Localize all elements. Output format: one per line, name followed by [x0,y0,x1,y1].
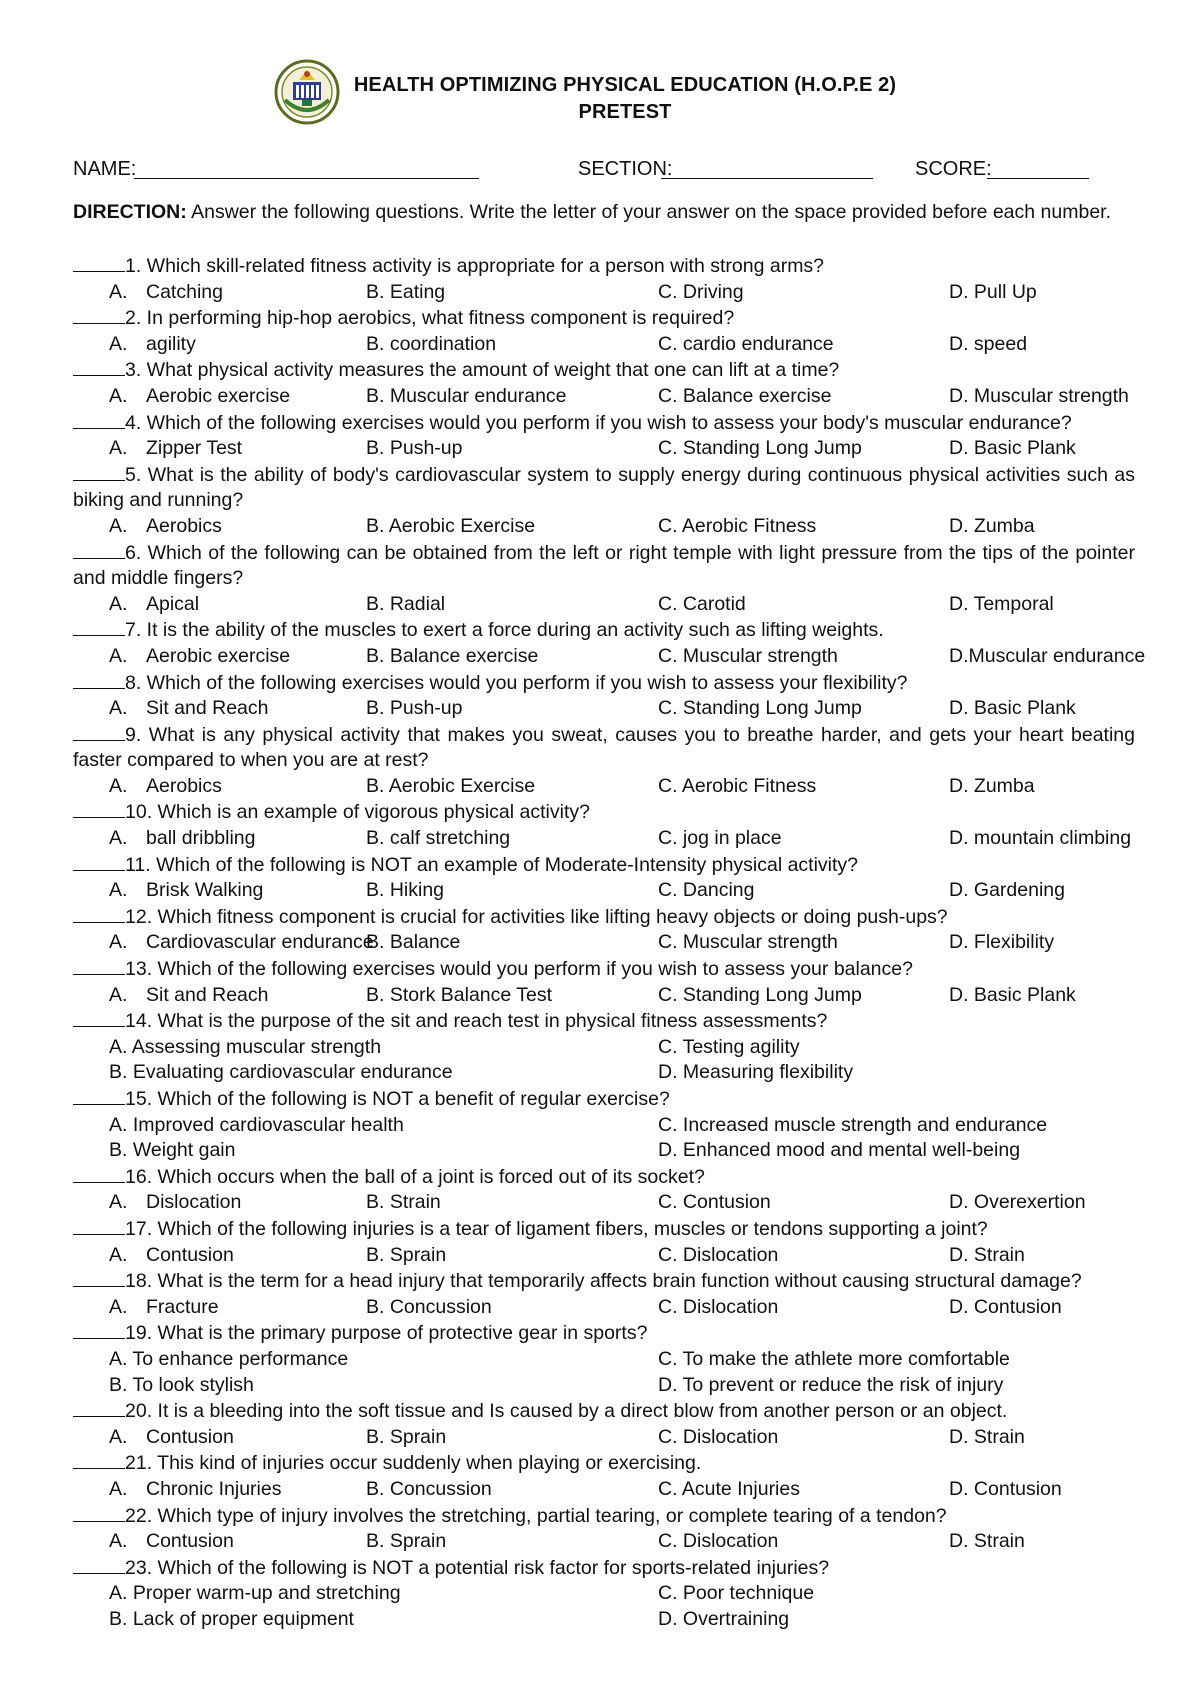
option-b: B. Sprain [366,1425,447,1448]
option-c: C. Dislocation [658,1530,779,1553]
options-row [73,332,1135,358]
answer-blank[interactable] [73,852,125,871]
option-d: D. Basic Plank [949,697,1076,720]
options-row [73,930,1135,956]
options-row [73,384,1135,410]
option-a: Aerobic exercise [146,644,291,667]
option-a-letter: A. [109,384,128,407]
option-a-letter: A. [109,1295,128,1318]
option-d: D. Gardening [949,879,1065,902]
question-text: 23. Which of the following is NOT a potential risk factor for sports-related injuries? [125,1556,830,1579]
option-b: B. Concussion [366,1295,492,1318]
options-row [73,1295,1135,1321]
option-b: B. Sprain [366,1530,447,1553]
option-d: D. Temporal [949,592,1054,615]
question-text: 14. What is the purpose of the sit and reach test in physical fitness assessments? [125,1010,828,1033]
question-item [73,357,1135,384]
option-a: A. Improved cardiovascular health [109,1113,404,1136]
options-row [73,280,1135,306]
direction-label: DIRECTION: [73,201,187,223]
options-row [73,644,1146,670]
option-c: C. Increased muscle strength and endurance [658,1113,1048,1136]
option-b: B. Balance [366,931,461,954]
option-a: Dislocation [146,1191,242,1214]
options-row [73,1243,1135,1269]
options-row [73,983,1135,1009]
option-a-letter: A. [109,1243,128,1266]
answer-blank[interactable] [73,540,125,559]
option-a: Contusion [146,1530,234,1553]
question-text: 10. Which is an example of vigorous physical activity? [125,801,590,824]
question-item [73,1008,1135,1035]
option-b: B. Weight gain [109,1139,236,1162]
question-item [73,305,1135,332]
question-item [73,1398,1135,1425]
option-b: B. Strain [366,1191,441,1214]
question-item [73,410,1135,437]
option-b: B. Hiking [366,879,445,902]
options-row [73,696,1135,722]
option-a-letter: A. [109,514,128,537]
option-a-letter: A. [109,931,128,954]
document-subtitle: PRETEST [578,101,672,123]
option-d: D. Strain [949,1243,1025,1266]
option-b: B. Concussion [366,1477,492,1500]
student-info-line [73,158,1140,182]
question-item [73,540,1135,592]
option-a-letter: A. [109,644,128,667]
option-b: B. Aerobic Exercise [366,514,536,537]
option-d: D. Strain [949,1530,1025,1553]
option-a-letter: A. [109,280,128,303]
option-a: agility [146,332,196,355]
score-label: SCORE: [915,158,992,180]
answer-blank[interactable] [73,357,125,376]
option-a-letter: A. [109,592,128,615]
option-a-letter: A. [109,983,128,1006]
name-label: NAME: [73,158,137,180]
question-text: 7. It is the ability of the muscles to exert a force during an activity such as lifting weights. [125,619,884,642]
option-c: C. Dancing [658,879,755,902]
options-row [73,774,1135,800]
option-b: B. To look stylish [109,1373,254,1396]
option-d: D. mountain climbing [949,827,1132,850]
option-b: B. Sprain [366,1243,447,1266]
answer-blank[interactable] [73,1320,125,1339]
option-c: C. Standing Long Jump [658,983,862,1006]
option-d: D. Basic Plank [949,437,1076,460]
option-a-letter: A. [109,1530,128,1553]
question-text: 22. Which type of injury involves the stretching, partial tearing, or complete tearing of a tendon? [125,1504,947,1527]
answer-blank[interactable] [73,1555,125,1574]
option-a: Contusion [146,1425,234,1448]
document-title: HEALTH OPTIMIZING PHYSICAL EDUCATION (H.O.P.E 2) [353,74,897,96]
option-d: D. speed [949,332,1028,355]
question-text: 9. What is any physical activity that makes you sweat, causes you to breathe harder, and gets your heart beating faster compared to when you are at rest? [73,723,1135,772]
option-c: C. Dislocation [658,1243,779,1266]
option-d: D. Contusion [949,1295,1062,1318]
option-b: B. Push-up [366,437,463,460]
question-item [73,904,1135,931]
question-item [73,670,1135,697]
option-d: D. Measuring flexibility [658,1061,854,1084]
answer-blank[interactable] [73,1086,125,1105]
option-c: C. Poor technique [658,1582,815,1605]
options-row [73,1581,1135,1607]
question-text: 21. This kind of injuries occur suddenly when playing or exercising. [125,1452,702,1475]
question-item [73,799,1135,826]
options-row [73,1035,1135,1061]
option-b: B. calf stretching [366,827,511,850]
option-a-letter: A. [109,437,128,460]
option-d: D. Muscular strength [949,384,1129,407]
options-row [73,1607,1135,1633]
option-a-letter: A. [109,1425,128,1448]
option-a: A. To enhance performance [109,1347,349,1370]
option-a-letter: A. [109,774,128,797]
option-a-letter: A. [109,827,128,850]
answer-blank[interactable] [73,1268,125,1287]
options-row [73,1190,1135,1216]
option-a: Aerobic exercise [146,384,291,407]
option-a: Brisk Walking [146,879,264,902]
question-item [73,253,1135,280]
question-item [73,1450,1135,1477]
option-d: D.Muscular endurance [949,644,1146,667]
option-c: C. Aerobic Fitness [658,514,817,537]
answer-blank[interactable] [73,1008,125,1027]
option-b: B. Evaluating cardiovascular endurance [109,1061,453,1084]
answer-blank[interactable] [73,1503,125,1522]
option-c: C. Testing agility [658,1035,800,1058]
question-text: 13. Which of the following exercises would you perform if you wish to assess your balance? [125,958,913,981]
option-d: D. Pull Up [949,280,1037,303]
answer-blank[interactable] [73,722,125,741]
option-c: C. Standing Long Jump [658,437,862,460]
direction-body: Answer the following questions. Write the letter of your answer on the space provided before each number. [186,201,1112,223]
question-item [73,462,1135,514]
question-item [73,1320,1135,1347]
answer-blank[interactable] [73,956,125,975]
answer-blank[interactable] [73,253,125,272]
option-b: B. Radial [366,592,446,615]
option-a: Chronic Injuries [146,1477,282,1500]
score-field[interactable] [987,160,1089,179]
option-c: C. jog in place [658,827,782,850]
question-item [73,617,1135,644]
option-d: D. Zumba [949,514,1035,537]
question-item [73,1503,1135,1530]
name-field[interactable] [134,160,479,179]
option-d: D. Overtraining [658,1607,790,1630]
answer-blank[interactable] [73,904,125,923]
option-a: Aerobics [146,774,222,797]
options-row [73,878,1135,904]
option-c: C. Driving [658,280,744,303]
option-c: C. Contusion [658,1191,771,1214]
option-a: Sit and Reach [146,983,269,1006]
question-item [73,852,1135,879]
question-text: 19. What is the primary purpose of protective gear in sports? [125,1322,648,1345]
answer-blank[interactable] [73,1398,125,1417]
options-row [73,1425,1135,1451]
option-c: C. Dislocation [658,1425,779,1448]
option-a: Cardiovascular endurance [146,931,374,954]
option-d: D. Basic Plank [949,983,1076,1006]
option-b: B. coordination [366,332,497,355]
options-row [73,1529,1135,1555]
answer-blank[interactable] [73,617,125,636]
option-d: D. Enhanced mood and mental well-being [658,1139,1021,1162]
question-text: 4. Which of the following exercises would you perform if you wish to assess your body's muscular endurance? [125,411,1072,434]
option-a: A. Assessing muscular strength [109,1035,382,1058]
option-d: D. Overexertion [949,1191,1086,1214]
option-c: C. Aerobic Fitness [658,774,817,797]
question-text: 16. Which occurs when the ball of a joint is forced out of its socket? [125,1165,705,1188]
question-item [73,1555,1135,1582]
option-c: C. Standing Long Jump [658,697,862,720]
option-b: B. Balance exercise [366,644,539,667]
option-a-letter: A. [109,879,128,902]
options-row [73,592,1135,618]
option-b: B. Lack of proper equipment [109,1607,354,1630]
answer-blank[interactable] [73,462,125,481]
option-a: Catching [146,280,223,303]
answer-blank[interactable] [73,305,125,324]
option-b: B. Push-up [366,697,463,720]
question-item [73,1216,1135,1243]
options-row [73,1138,1135,1164]
option-c: C. cardio endurance [658,332,834,355]
options-row [73,1347,1135,1373]
question-text: 11. Which of the following is NOT an example of Moderate-Intensity physical activity? [125,853,859,876]
option-a: Zipper Test [146,437,243,460]
option-c: C. Carotid [658,592,746,615]
answer-blank[interactable] [73,1216,125,1235]
option-a: Aerobics [146,514,222,537]
option-b: B. Eating [366,280,446,303]
section-field[interactable] [661,160,873,179]
option-a: Fracture [146,1295,219,1318]
option-d: D. Flexibility [949,931,1055,954]
options-row [73,1373,1135,1399]
option-c: C. Dislocation [658,1295,779,1318]
question-text: 1. Which skill-related fitness activity is appropriate for a person with strong arms? [125,255,825,277]
option-c: C. Muscular strength [658,644,838,667]
option-d: D. Zumba [949,774,1035,797]
options-row [73,1113,1135,1139]
options-row [73,826,1135,852]
question-text: 5. What is the ability of body's cardiovascular system to supply energy during continuous physical activities such as biking and running? [73,463,1135,512]
question-text: 2. In performing hip-hop aerobics, what fitness component is required? [125,307,735,330]
question-text: 12. Which fitness component is crucial for activities like lifting heavy objects or doing push-ups? [125,905,948,928]
question-text: 17. Which of the following injuries is a tear of ligament fibers, muscles or tendons supporting a joint? [125,1217,988,1240]
question-item [73,956,1135,983]
option-a: Sit and Reach [146,697,269,720]
options-row [73,514,1135,540]
question-text: 6. Which of the following can be obtained from the left or right temple with light pressure from the tips of the pointer and middle fingers? [73,541,1135,590]
option-a-letter: A. [109,697,128,720]
option-d: D. Strain [949,1425,1025,1448]
options-row [73,436,1135,462]
option-b: B. Muscular endurance [366,384,567,407]
option-a: Contusion [146,1243,234,1266]
question-item [73,1268,1135,1295]
option-a: Apical [146,592,200,615]
option-c: C. Muscular strength [658,931,838,954]
option-c: C. To make the athlete more comfortable [658,1347,1010,1370]
question-item [73,1164,1135,1191]
answer-blank[interactable] [73,670,125,689]
answer-blank[interactable] [73,1450,125,1469]
option-a-letter: A. [109,1191,128,1214]
question-text: 3. What physical activity measures the amount of weight that one can lift at a time? [125,359,840,382]
option-a: ball dribbling [146,827,256,850]
answer-blank[interactable] [73,410,125,429]
question-text: 8. Which of the following exercises would you perform if you wish to assess your flexibility? [125,671,908,694]
option-a-letter: A. [109,332,128,355]
direction-text [73,201,1143,224]
option-d: D. Contusion [949,1477,1062,1500]
question-text: 20. It is a bleeding into the soft tissue and Is caused by a direct blow from another person or an object. [125,1400,1008,1423]
option-c: C. Balance exercise [658,384,832,407]
question-item [73,1086,1135,1113]
question-list [73,253,1146,1632]
options-row [73,1477,1135,1503]
question-text: 18. What is the term for a head injury that temporarily affects brain function without causing structural damage? [125,1270,1082,1293]
question-text: 15. Which of the following is NOT a benefit of regular exercise? [125,1088,670,1110]
option-c: C. Acute Injuries [658,1477,800,1500]
option-b: B. Stork Balance Test [366,983,553,1006]
option-d: D. To prevent or reduce the risk of injury [658,1373,1004,1396]
option-b: B. Aerobic Exercise [366,774,536,797]
section-label: SECTION: [578,158,673,180]
option-a-letter: A. [109,1477,128,1500]
answer-blank[interactable] [73,1164,125,1183]
options-row [73,1060,1135,1086]
answer-blank[interactable] [73,799,125,818]
option-a: A. Proper warm-up and stretching [109,1582,401,1605]
question-item [73,722,1135,774]
